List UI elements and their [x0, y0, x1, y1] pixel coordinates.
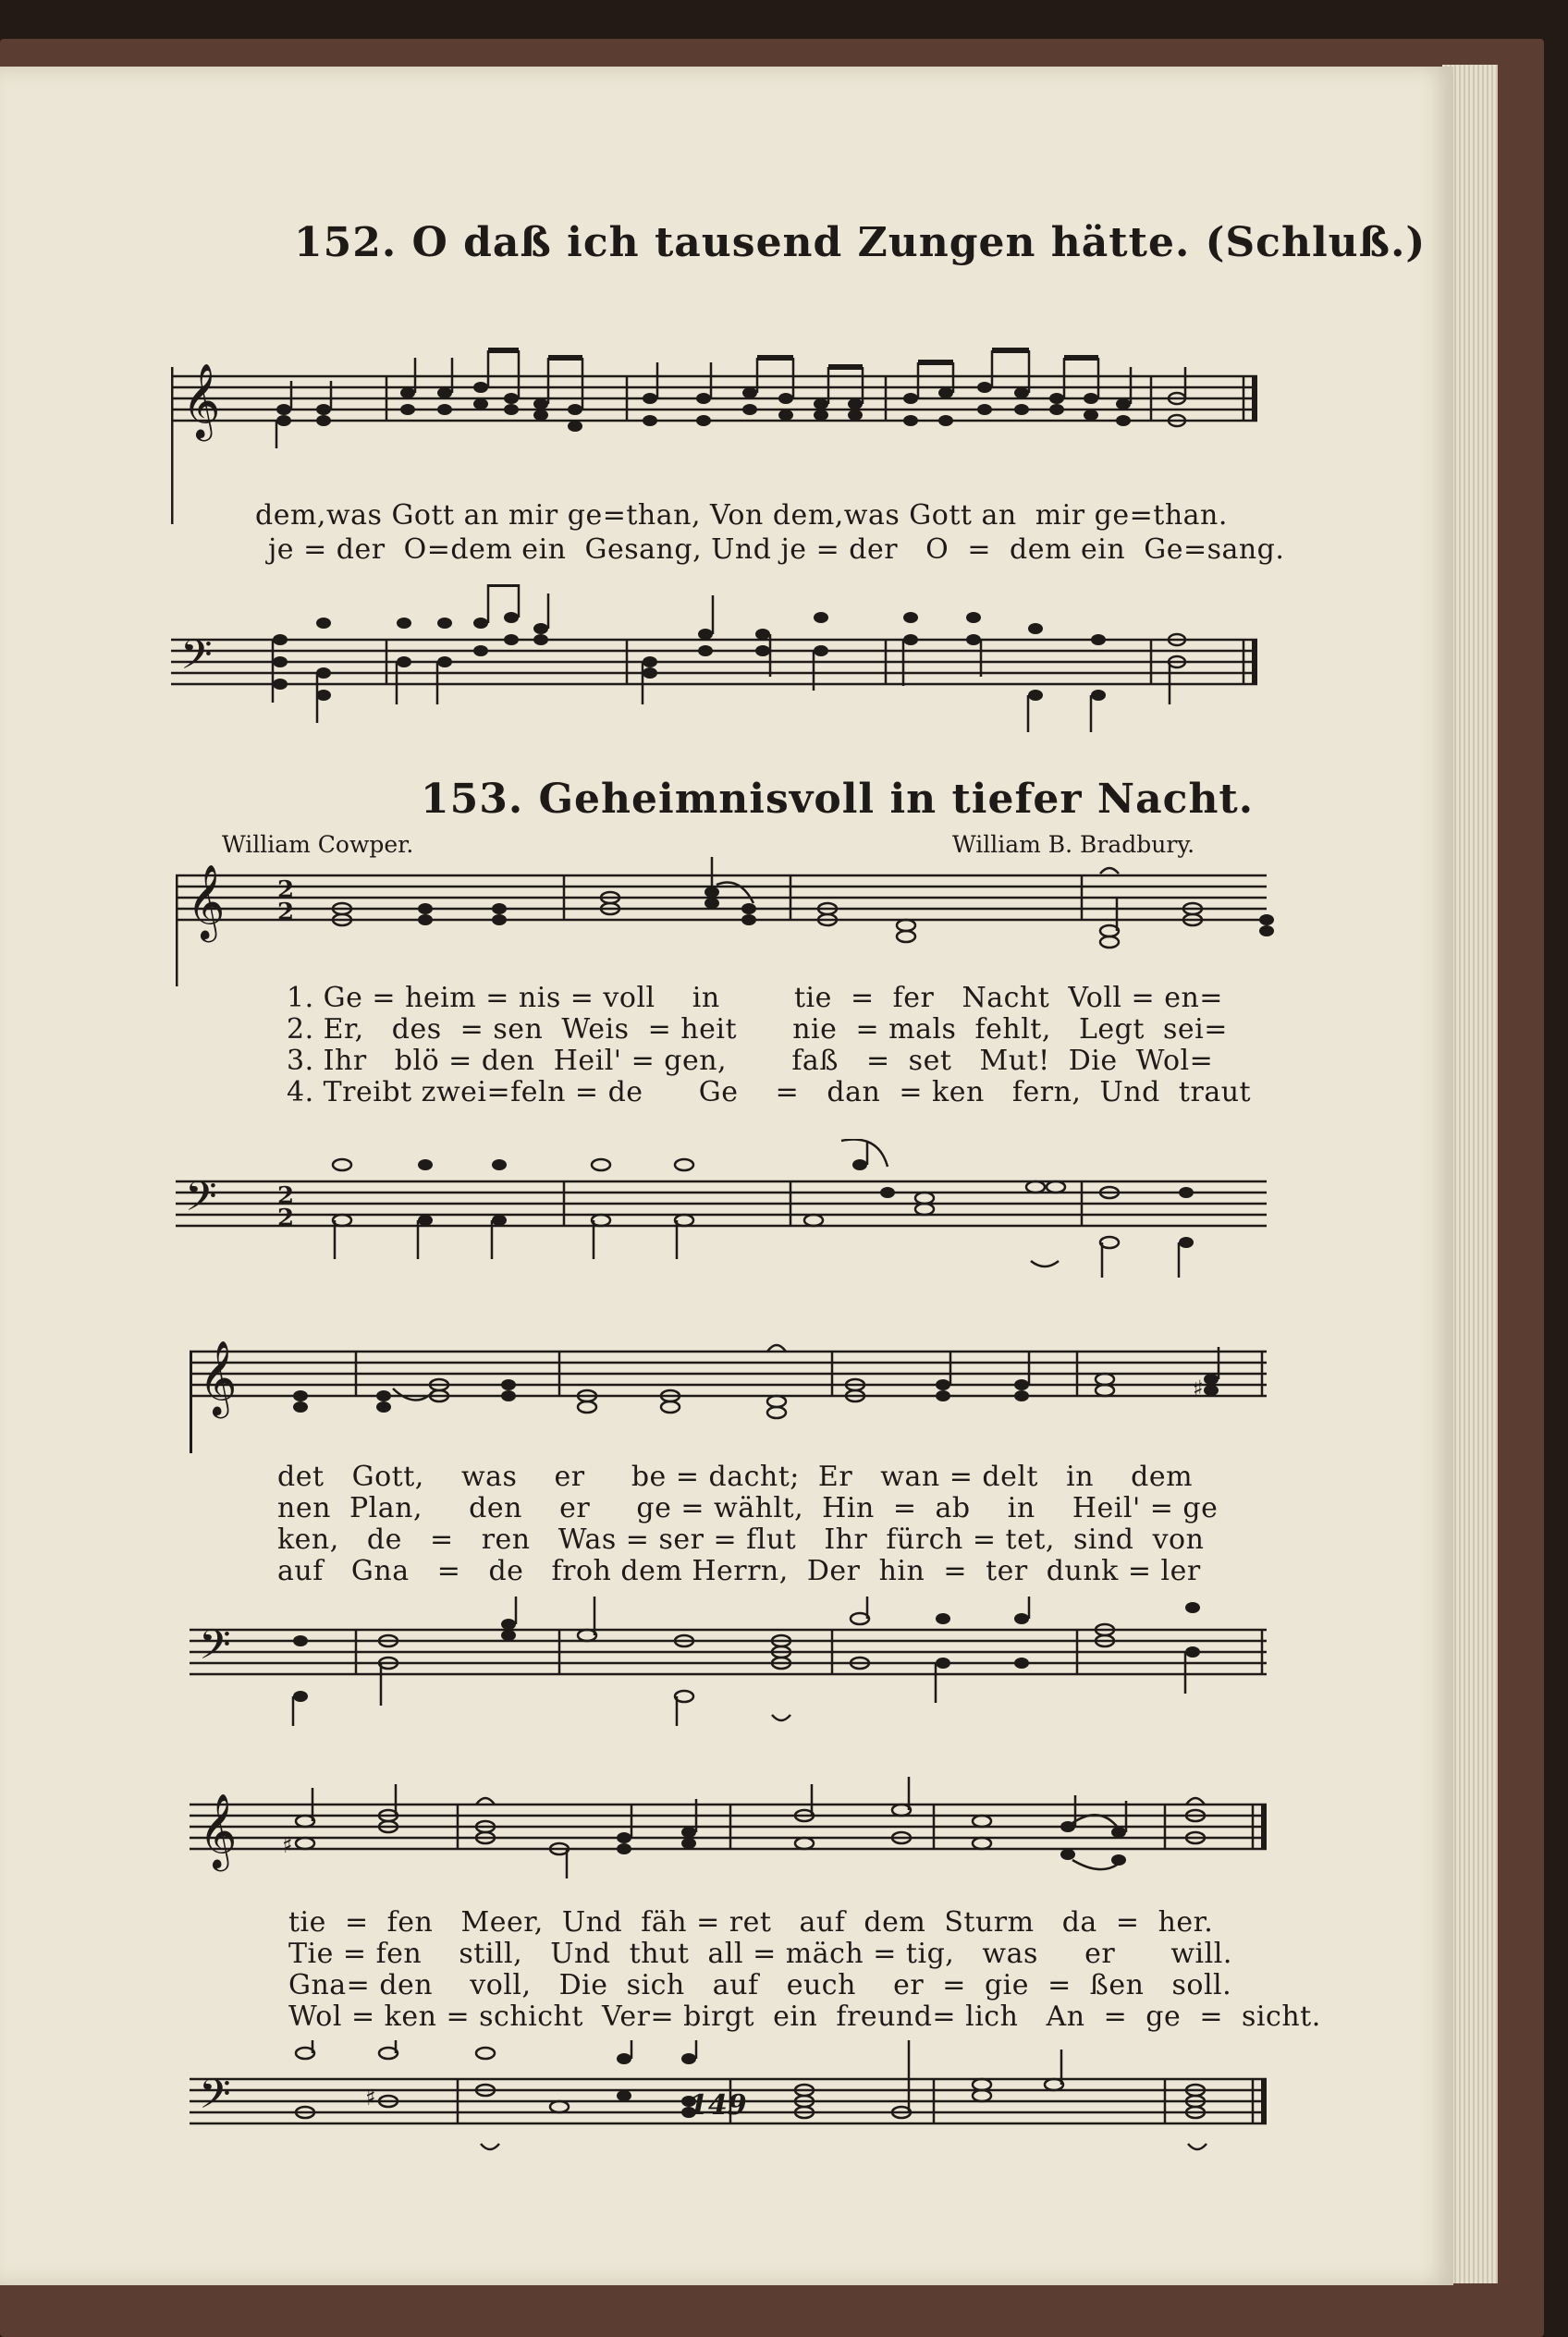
- hymn-153-system-3-verse-3: Gna= den voll, Die sich auf euch er = gie = ßen soll.: [288, 1969, 1232, 2001]
- hymn-153-system-2-treble-staff: [190, 1315, 1280, 1453]
- book-page: [0, 67, 1453, 2285]
- hymn-152-title: 152. O daß ich tausend Zungen hätte. (Schluß.): [294, 219, 1427, 266]
- svg-text:𝄞: 𝄞: [187, 863, 226, 939]
- svg-text:♯: ♯: [282, 1832, 293, 1858]
- hymn-153-system-3-verse-4: Wol = ken = schicht Ver= birgt ein freund= lich An = ge = sicht.: [288, 2001, 1321, 2033]
- hymn-153-system-2-bass-staff: [190, 1597, 1280, 1744]
- svg-text:𝄢: 𝄢: [199, 1621, 231, 1679]
- hymn-153-system-1-verse-4: 4. Treibt zwei=feln = de Ge = dan = ken fern, Und traut: [287, 1076, 1252, 1108]
- svg-text:2: 2: [277, 876, 295, 904]
- hymn-153-system-2-verse-3: ken, de = ren Was = ser = flut Ihr fürch = tet, sind von: [277, 1523, 1205, 1556]
- hymn-152-bass-staff: [171, 584, 1280, 751]
- hymn-153-system-3-verse-2: Tie = fen still, Und thut all = mäch = tig, was er will.: [288, 1938, 1232, 1970]
- svg-text:𝄞: 𝄞: [199, 1793, 238, 1868]
- hymn-153-author: William Cowper.: [222, 831, 414, 858]
- hymn-153-system-2-verse-4: auf Gna = de froh dem Herrn, Der hin = ter dunk = ler: [277, 1555, 1201, 1587]
- hymn-152-lyric-line-2: je = der O=dem ein Gesang, Und je = der O = dem ein Ge=sang.: [268, 533, 1285, 566]
- svg-text:𝄢: 𝄢: [180, 630, 213, 689]
- svg-text:2: 2: [277, 899, 295, 926]
- hymn-153-system-3-treble-staff: [190, 1768, 1280, 1906]
- hymn-153-system-1-verse-1: 1. Ge = heim = nis = voll in tie = fer Nacht Voll = en=: [287, 982, 1223, 1014]
- svg-text:𝄞: 𝄞: [182, 362, 221, 438]
- page-number: 149: [689, 2089, 747, 2122]
- hymn-153-system-2-verse-2: nen Plan, den er ge = wählt, Hin = ab in Heil' = ge: [277, 1492, 1219, 1524]
- hymn-153-title: 153. Geheimnisvoll in tiefer Nacht.: [421, 776, 1255, 823]
- hymn-152-treble-staff: [171, 302, 1280, 524]
- hymn-153-system-1-bass-staff: [176, 1139, 1285, 1287]
- svg-text:𝄞: 𝄞: [199, 1340, 238, 1415]
- svg-text:♯: ♯: [365, 2085, 376, 2111]
- svg-text:2: 2: [277, 1205, 295, 1232]
- hymn-153-system-2-verse-1: det Gott, was er be = dacht; Er wan = delt in dem: [277, 1461, 1194, 1493]
- svg-text:2: 2: [277, 1182, 295, 1210]
- svg-text:♯: ♯: [1193, 1376, 1204, 1401]
- hymn-153-system-1-verse-2: 2. Er, des = sen Weis = heit nie = mals fehlt, Legt sei=: [287, 1013, 1228, 1046]
- svg-text:𝄢: 𝄢: [199, 2070, 231, 2128]
- svg-text:𝄢: 𝄢: [185, 1172, 217, 1230]
- hymn-153-composer: William B. Bradbury.: [952, 831, 1195, 858]
- hymn-153-system-1-verse-3: 3. Ihr blö = den Heil' = gen, faß = set Mut! Die Wol=: [287, 1045, 1214, 1077]
- hymn-152-lyric-line-1: dem,was Gott an mir ge=than, Von dem,was Gott an mir ge=than.: [255, 499, 1228, 532]
- hymn-153-system-1-treble-staff: [176, 857, 1285, 986]
- hymn-153-system-3-verse-1: tie = fen Meer, Und fäh = ret auf dem Sturm da = her.: [288, 1906, 1214, 1939]
